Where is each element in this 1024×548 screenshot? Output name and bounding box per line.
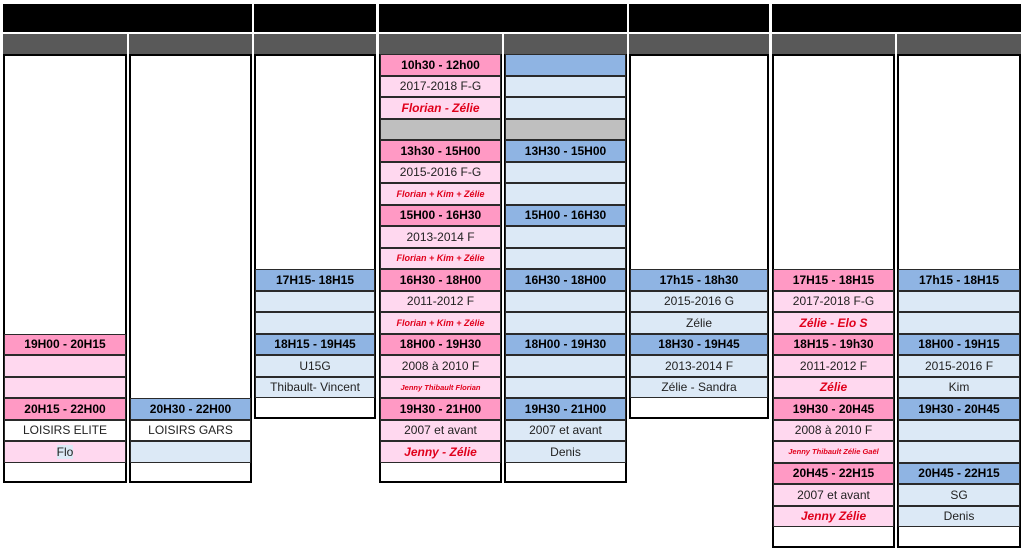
- group-cell: [773, 420, 894, 442]
- coach-cell: [255, 377, 375, 399]
- coach-cell: [380, 97, 501, 119]
- cell-text: 18H00 - 19H15: [918, 337, 1000, 352]
- time-slot-cell: [380, 54, 501, 76]
- schedule-cell: [505, 97, 626, 119]
- time-slot-cell: [380, 398, 501, 420]
- cell-text: 2017-2018 F-G: [792, 294, 875, 309]
- time-slot-cell: [255, 269, 375, 291]
- cell-text: 10h30 - 12h00: [401, 57, 480, 72]
- coach-cell: [773, 506, 894, 528]
- group-cell: [380, 355, 501, 377]
- schedule-cell: [898, 312, 1020, 334]
- cell-text: 2015-2016 F-G: [399, 165, 482, 180]
- schedule-cell: [898, 420, 1020, 442]
- cell-text: 20H30 - 22H00: [149, 401, 232, 416]
- location-header: [379, 34, 502, 54]
- coach-name: Florian + Kim + Zélie: [396, 317, 485, 328]
- time-slot-cell: [505, 140, 626, 162]
- group-cell: [898, 355, 1020, 377]
- cell-text: 2007 et avant: [529, 423, 602, 438]
- cell-text: 19H30 - 20H45: [918, 401, 1000, 416]
- time-slot-cell: [773, 398, 894, 420]
- cell-text: 19H30 - 21H00: [399, 401, 482, 416]
- schedule-cell: [898, 291, 1020, 313]
- coach-name: Zélie - Sandra: [661, 380, 737, 395]
- day-header-mercredi: [379, 4, 627, 32]
- time-slot-cell: [380, 140, 501, 162]
- cell-text: 19H00 - 20H15: [24, 337, 106, 352]
- time-slot-cell: [898, 398, 1020, 420]
- schedule-cell: [898, 441, 1020, 463]
- coach-name: Florian + Kim + Zélie: [396, 188, 485, 199]
- group-cell: [773, 355, 894, 377]
- cell-text: 20H15 - 22H00: [24, 401, 106, 416]
- time-slot-cell: [630, 269, 768, 291]
- cell-text: 18H00 - 19H30: [399, 337, 482, 352]
- group-cell: [773, 484, 894, 506]
- schedule-cell: [505, 377, 626, 399]
- cell-text: 16H30 - 18H00: [399, 272, 482, 287]
- cell-text: 15H00 - 16H30: [524, 208, 607, 223]
- schedule-cell: [4, 377, 126, 399]
- coach-cell: [898, 377, 1020, 399]
- cell-text: 18H00 - 19H30: [524, 337, 607, 352]
- group-cell: [380, 420, 501, 442]
- cell-text: 17H15- 18H15: [275, 272, 355, 287]
- coach-cell: [380, 248, 501, 270]
- cell-text: 2008 à 2010 F: [794, 423, 873, 438]
- group-cell: [630, 355, 768, 377]
- cell-text: 18H15 - 19h30: [793, 337, 874, 352]
- time-slot-cell: [255, 334, 375, 356]
- group-cell: [505, 420, 626, 442]
- cell-text: SG: [950, 487, 968, 502]
- group-cell: [380, 291, 501, 313]
- time-slot-cell: [380, 269, 501, 291]
- location-header: [254, 34, 376, 54]
- schedule-cell: [505, 76, 626, 98]
- group-cell: [630, 291, 768, 313]
- coach-name: Zélie - Elo S: [799, 315, 868, 330]
- group-cell: [255, 355, 375, 377]
- break-cell: [505, 119, 626, 141]
- time-slot-cell: [630, 334, 768, 356]
- coach-cell: [630, 377, 768, 399]
- coach-name: Jenny - Zélie: [404, 444, 477, 459]
- group-cell: [4, 420, 126, 442]
- time-slot-cell: [380, 205, 501, 227]
- cell-text: 17h15 - 18H15: [918, 272, 1000, 287]
- time-slot-cell: [505, 54, 626, 76]
- cell-text: LOISIRS GARS: [148, 423, 233, 438]
- time-slot-cell: [130, 398, 251, 420]
- cell-text: U15G: [299, 358, 331, 373]
- cell-text: 2017-2018 F-G: [399, 79, 482, 94]
- group-cell: [380, 162, 501, 184]
- time-slot-cell: [898, 463, 1020, 485]
- coach-cell: [773, 312, 894, 334]
- schedule-cell: [505, 291, 626, 313]
- group-cell: [380, 76, 501, 98]
- cell-text: LOISIRS ELITE: [22, 423, 108, 438]
- schedule-cell: [505, 162, 626, 184]
- schedule-cell: [505, 355, 626, 377]
- coach-cell: [4, 441, 126, 463]
- cell-text: 2013-2014 F: [664, 358, 734, 373]
- location-header: [897, 34, 1021, 54]
- group-cell: [380, 226, 501, 248]
- coach-cell: [505, 441, 626, 463]
- coach-cell: [898, 506, 1020, 528]
- coach-cell: [630, 312, 768, 334]
- coach-name: Denis: [943, 509, 975, 524]
- location-header: [3, 34, 127, 54]
- coach-cell: [380, 377, 501, 399]
- time-slot-cell: [773, 334, 894, 356]
- cell-text: 2015-2016 G: [663, 294, 735, 309]
- schedule-cell: [505, 312, 626, 334]
- schedule-cell: [255, 291, 375, 313]
- cell-text: 19H30 - 20H45: [792, 401, 875, 416]
- group-cell: [898, 484, 1020, 506]
- group-cell: [130, 420, 251, 442]
- coach-name: Thibault- Vincent: [270, 380, 360, 395]
- break-cell: [380, 119, 501, 141]
- time-slot-cell: [898, 334, 1020, 356]
- time-slot-cell: [505, 398, 626, 420]
- cell-text: 2011-2012 F: [799, 358, 868, 373]
- coach-name: Jenny Thibault Florian: [400, 382, 481, 392]
- schedule-cell: [505, 248, 626, 270]
- time-slot-cell: [898, 269, 1020, 291]
- coach-cell: [773, 441, 894, 463]
- cell-text: 15H00 - 16H30: [399, 208, 482, 223]
- location-header: [504, 34, 627, 54]
- time-slot-cell: [4, 398, 126, 420]
- coach-cell: [380, 183, 501, 205]
- group-cell: [773, 291, 894, 313]
- cell-text: 2008 à 2010 F: [401, 358, 480, 373]
- cell-text: 19H30 - 21H00: [524, 401, 607, 416]
- coach-name: Jenny Zélie: [800, 509, 867, 524]
- cell-text: 2007 et avant: [797, 487, 870, 502]
- cell-text: 20H45 - 22H15: [918, 466, 1000, 481]
- coach-cell: [380, 441, 501, 463]
- cell-text: 2015-2016 F: [924, 358, 994, 373]
- cell-text: 16H30 - 18H00: [524, 272, 607, 287]
- cell-text: 20H45 - 22H15: [792, 466, 875, 481]
- schedule-cell: [130, 441, 251, 463]
- cell-text: 17H15 - 18H15: [792, 272, 875, 287]
- time-slot-cell: [773, 463, 894, 485]
- schedule-cell: [505, 183, 626, 205]
- time-slot-cell: [505, 334, 626, 356]
- location-header: [129, 34, 252, 54]
- location-header: [629, 34, 769, 54]
- cell-text: 13H30 - 15H00: [524, 143, 607, 158]
- coach-name: Flo: [56, 444, 74, 459]
- location-header: [772, 34, 895, 54]
- time-slot-cell: [4, 334, 126, 356]
- time-slot-cell: [380, 334, 501, 356]
- schedule-cell: [505, 226, 626, 248]
- coach-name: Florian + Kim + Zélie: [396, 253, 485, 264]
- coach-name: Kim: [948, 380, 970, 395]
- time-slot-cell: [773, 269, 894, 291]
- coach-name: Florian - Zélie: [401, 100, 480, 115]
- coach-cell: [773, 377, 894, 399]
- cell-text: 2013-2014 F: [406, 229, 475, 244]
- schedule-cell: [4, 355, 126, 377]
- day-header-mardi: [254, 4, 376, 32]
- day-header-jeudi: [629, 4, 769, 32]
- cell-text: 17h15 - 18h30: [659, 272, 739, 287]
- coach-name: Zélie: [819, 380, 848, 395]
- cell-text: 18H15 - 19H45: [274, 337, 356, 352]
- time-slot-cell: [505, 205, 626, 227]
- coach-name: Jenny Thibault Zélie Gaël: [788, 447, 879, 457]
- day-header-lundi: [3, 4, 252, 32]
- coach-name: Zélie: [685, 315, 712, 330]
- time-slot-cell: [505, 269, 626, 291]
- day-header-vendredi: [772, 4, 1021, 32]
- schedule-cell: [255, 312, 375, 334]
- cell-text: 2011-2012 F: [406, 294, 475, 309]
- cell-text: 18H30 - 19H45: [658, 337, 740, 352]
- coach-name: Denis: [550, 444, 581, 459]
- cell-text: 2007 et avant: [404, 423, 477, 438]
- cell-text: 13h30 - 15H00: [400, 143, 481, 158]
- coach-cell: [380, 312, 501, 334]
